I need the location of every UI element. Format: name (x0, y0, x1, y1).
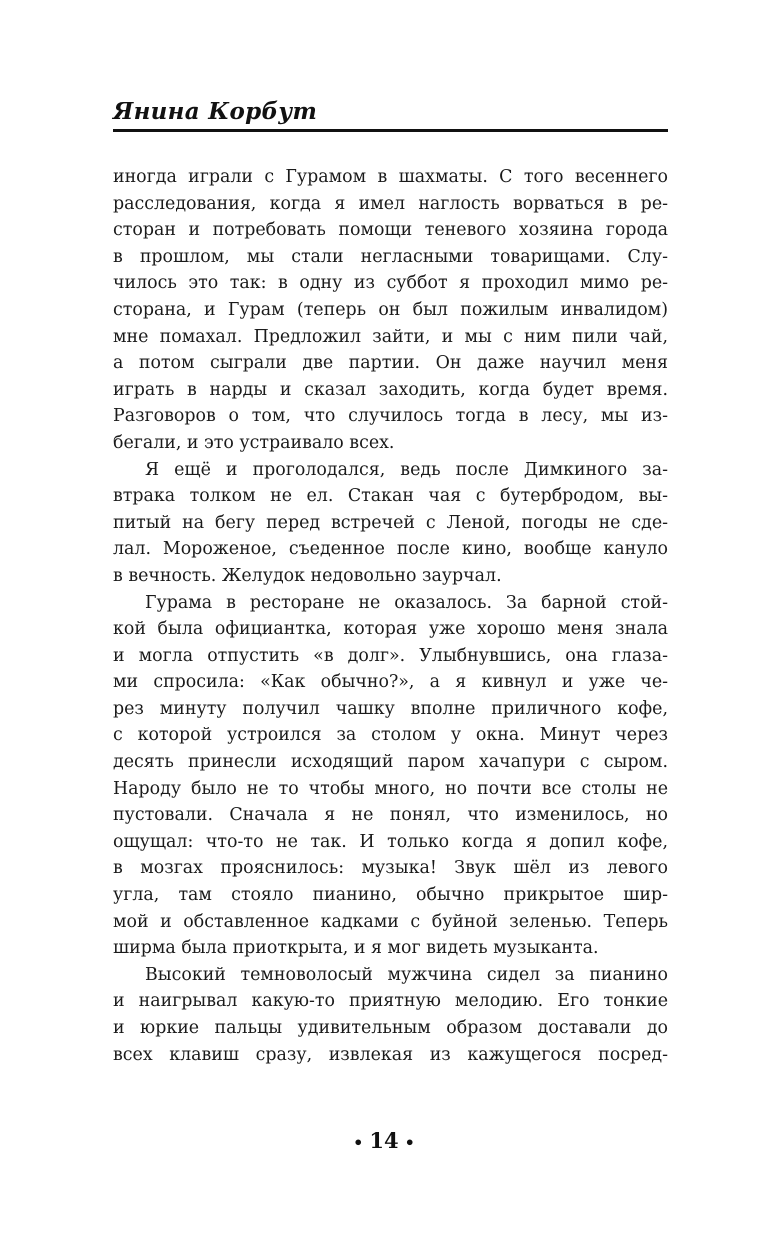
text-line: а потом сыграли две партии. Он даже научил меня (113, 353, 668, 374)
page-number-value: 14 (369, 1128, 399, 1153)
text-line: пустовали. Сначала я не понял, что изменилось, но (113, 805, 668, 826)
text-line: ощущал: что-то не так. И только когда я допил кофе, (113, 831, 668, 852)
paragraph-4 (113, 962, 668, 1068)
text-line: сторан и потребовать помощи теневого хозяина города (113, 220, 668, 241)
text-line: сторана, и Гурам (теперь он был пожилым инвалидом) (113, 299, 668, 320)
paragraph-3 (113, 590, 668, 962)
running-head-author: Янина Корбут (113, 98, 318, 125)
text-line: мой и обставленное кадками с буйной зеленью. Теперь (113, 911, 668, 932)
text-line: ми спросила: «Как обычно?», а я кивнул и уже че- (113, 672, 668, 693)
text-line: рез минуту получил чашку вполне приличного кофе, (113, 698, 668, 719)
text-line: в прошлом, мы стали негласными товарищами. Слу- (113, 246, 668, 267)
paragraph-2 (113, 457, 668, 590)
text-line: кой была официантка, которая уже хорошо меня знала (113, 619, 668, 640)
text-line: Народу было не то чтобы много, но почти все столы не (113, 778, 668, 799)
text-line: с которой устроился за столом у окна. Минут через (113, 725, 668, 746)
folio-ornament-right: • (404, 1133, 415, 1152)
text-line: Высокий темноволосый мужчина сидел за пианино (145, 964, 668, 985)
text-line: бегали, и это устраивало всех. (113, 432, 395, 453)
text-line: расследования, когда я имел наглость ворваться в ре- (113, 193, 668, 214)
text-line: в мозгах прояснилось: музыка! Звук шёл из левого (113, 858, 668, 879)
text-line: ширма была приоткрыта, и я мог видеть музыканта. (113, 938, 599, 959)
text-line: иногда играли с Гурамом в шахматы. С того весеннего (113, 167, 668, 187)
text-line: десять принесли исходящий паром хачапури с сыром. (113, 752, 668, 773)
text-line: в вечность. Желудок недовольно заурчал. (113, 565, 502, 586)
body-text (113, 164, 668, 1068)
page-number (0, 1128, 768, 1153)
text-line: Гурама в ресторане не оказалось. За барной стой- (145, 592, 668, 613)
text-line: мне помахал. Предложил зайти, и мы с ним пили чай, (113, 326, 668, 347)
text-line: Разговоров о том, что случилось тогда в лесу, мы из- (113, 406, 668, 427)
text-line: и могла отпустить «в долг». Улыбнувшись, она глаза- (113, 645, 668, 666)
text-line: втрака толком не ел. Стакан чая с бутербродом, вы- (113, 486, 668, 507)
header-rule (113, 129, 668, 132)
text-line: Я ещё и проголодался, ведь после Димкиного за- (145, 459, 668, 480)
running-head (113, 96, 668, 132)
text-line: питый на бегу перед встречей с Леной, погоды не сде- (113, 512, 668, 533)
text-line: чилось это так: в одну из суббот я проходил мимо ре- (113, 273, 668, 294)
text-line: всех клавиш сразу, извлекая из кажущегося посред- (113, 1044, 668, 1065)
paragraph-1 (113, 164, 668, 457)
text-line: играть в нарды и сказал заходить, когда будет время. (113, 379, 668, 400)
text-line: лал. Мороженое, съеденное после кино, вообще кануло (113, 539, 668, 560)
folio-ornament-left: • (353, 1133, 364, 1152)
text-line: угла, там стояло пианино, обычно прикрытое шир- (113, 885, 668, 906)
text-line: и наигрывал какую-то приятную мелодию. Его тонкие (113, 991, 668, 1012)
text-line: и юркие пальцы удивительным образом доставали до (113, 1018, 668, 1038)
